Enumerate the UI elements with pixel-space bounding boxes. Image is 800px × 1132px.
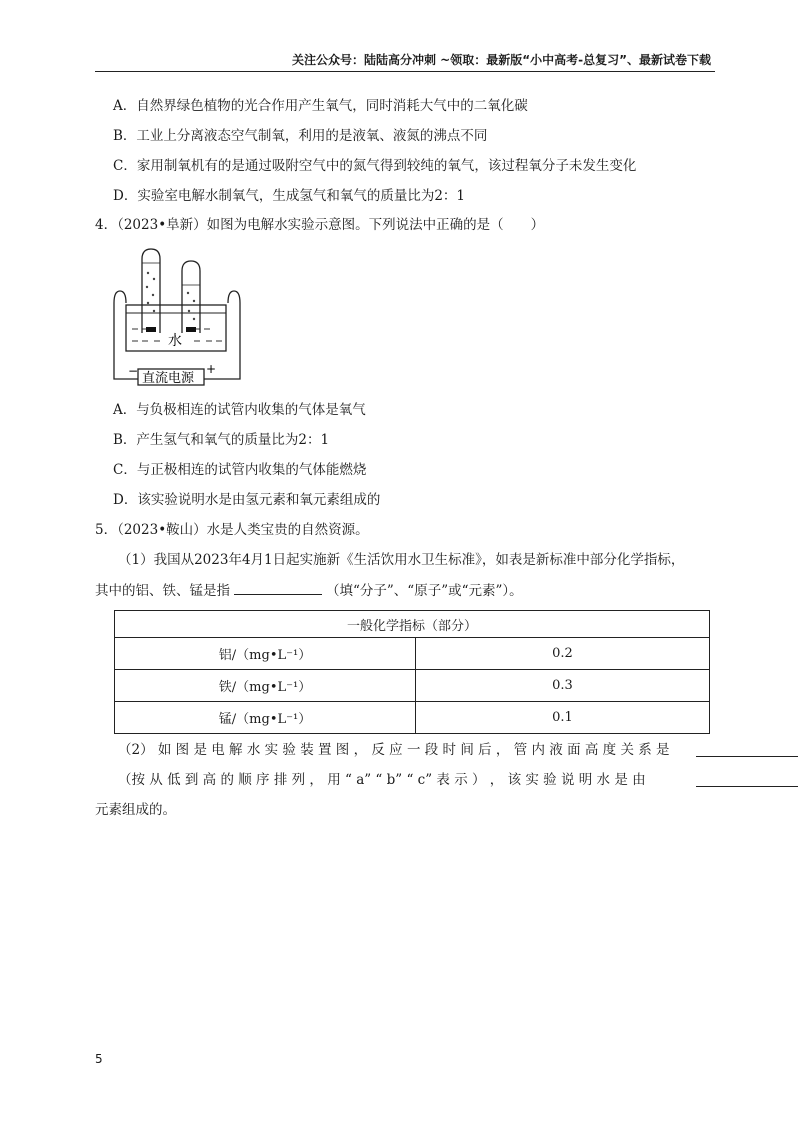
table-cell-name: 铁/（mg•L⁻¹） (115, 670, 416, 702)
q5-part1-line2 (95, 580, 523, 601)
q3-option-a: A．自然界绿色植物的光合作用产生氧气，同时消耗大气中的二氧化碳 (113, 98, 528, 114)
plus-sign: + (206, 362, 217, 376)
electrolysis-diagram-svg (112, 241, 242, 386)
q5-stem: 5．（2023•鞍山）水是人类宝贵的自然资源。 (95, 522, 369, 538)
q5-part1-text-b: （填“分子”、“原子”或“元素”）。 (326, 583, 523, 599)
answer-blank-2[interactable] (696, 755, 798, 757)
answer-blank-3[interactable] (696, 785, 798, 787)
table-cell-value: 0.3 (416, 670, 710, 702)
q3-option-c: C．家用制氧机有的是通过吸附空气中的氮气得到较纯的氧气，该过程氧分子未发生变化 (113, 158, 637, 174)
q4-stem: 4．（2023•阜新）如图为电解水实验示意图。下列说法中正确的是（ ） (95, 217, 545, 233)
power-supply-label: 直流电源 (142, 371, 195, 386)
q5-part1-text-a: 其中的铝、铁、锰是指 (95, 583, 230, 599)
table-cell-name: 铝/（mg•L⁻¹） (115, 638, 416, 670)
table-row (115, 702, 710, 734)
table-row (115, 670, 710, 702)
table-row (115, 638, 710, 670)
header-text: 关注公众号：陆陆高分冲刺 ~领取：最新版“小中高考-总复习”、最新试卷下载 (292, 53, 711, 67)
table-cell-value: 0.2 (416, 638, 710, 670)
water-label: 水 (168, 333, 182, 349)
table-cell-name: 锰/（mg•L⁻¹） (115, 702, 416, 734)
table-cell-value: 0.1 (416, 702, 710, 734)
q5-part2-line1: （2） 如 图 是 电 解 水 实 验 装 置 图 ， 反 应 一 段 时 间 后 ， 管 内 液 面 高 度 关 系 是 (118, 742, 670, 758)
chemical-indicators-table (114, 610, 710, 734)
q5-part1-line1: （1）我国从2023年4月1日起实施新《生活饮用水卫生标准》，如表是新标准中部分化学指标， (118, 552, 685, 568)
q4-option-a: A．与负极相连的试管内收集的气体是氧气 (113, 402, 366, 418)
page-header (95, 51, 715, 72)
q4-option-d: D．该实验说明水是由氢元素和氧元素组成的 (113, 492, 381, 508)
q4-option-b: B．产生氢气和氧气的质量比为2：1 (113, 432, 330, 448)
table-title: 一般化学指标（部分） (115, 611, 710, 638)
page-number: 5 (95, 1052, 103, 1066)
q5-part2-line2: （按 从 低 到 高 的 顺 序 排 列 ， 用 “ a” “ b” “ c” 表 示 ） ， 该 实 验 说 明 水 是 由 (118, 772, 646, 788)
q5-part2-line3: 元素组成的。 (95, 802, 176, 818)
q3-option-b: B．工业上分离液态空气制氧，利用的是液氧、液氮的沸点不同 (113, 128, 488, 144)
answer-blank-1[interactable] (234, 580, 322, 595)
q4-option-c: C．与正极相连的试管内收集的气体能燃烧 (113, 462, 367, 478)
q3-option-d: D．实验室电解水制氧气，生成氢气和氧气的质量比为2：1 (113, 188, 466, 204)
electrolysis-diagram (112, 241, 242, 386)
minus-sign: − (128, 364, 139, 378)
table-header-row (115, 611, 710, 638)
